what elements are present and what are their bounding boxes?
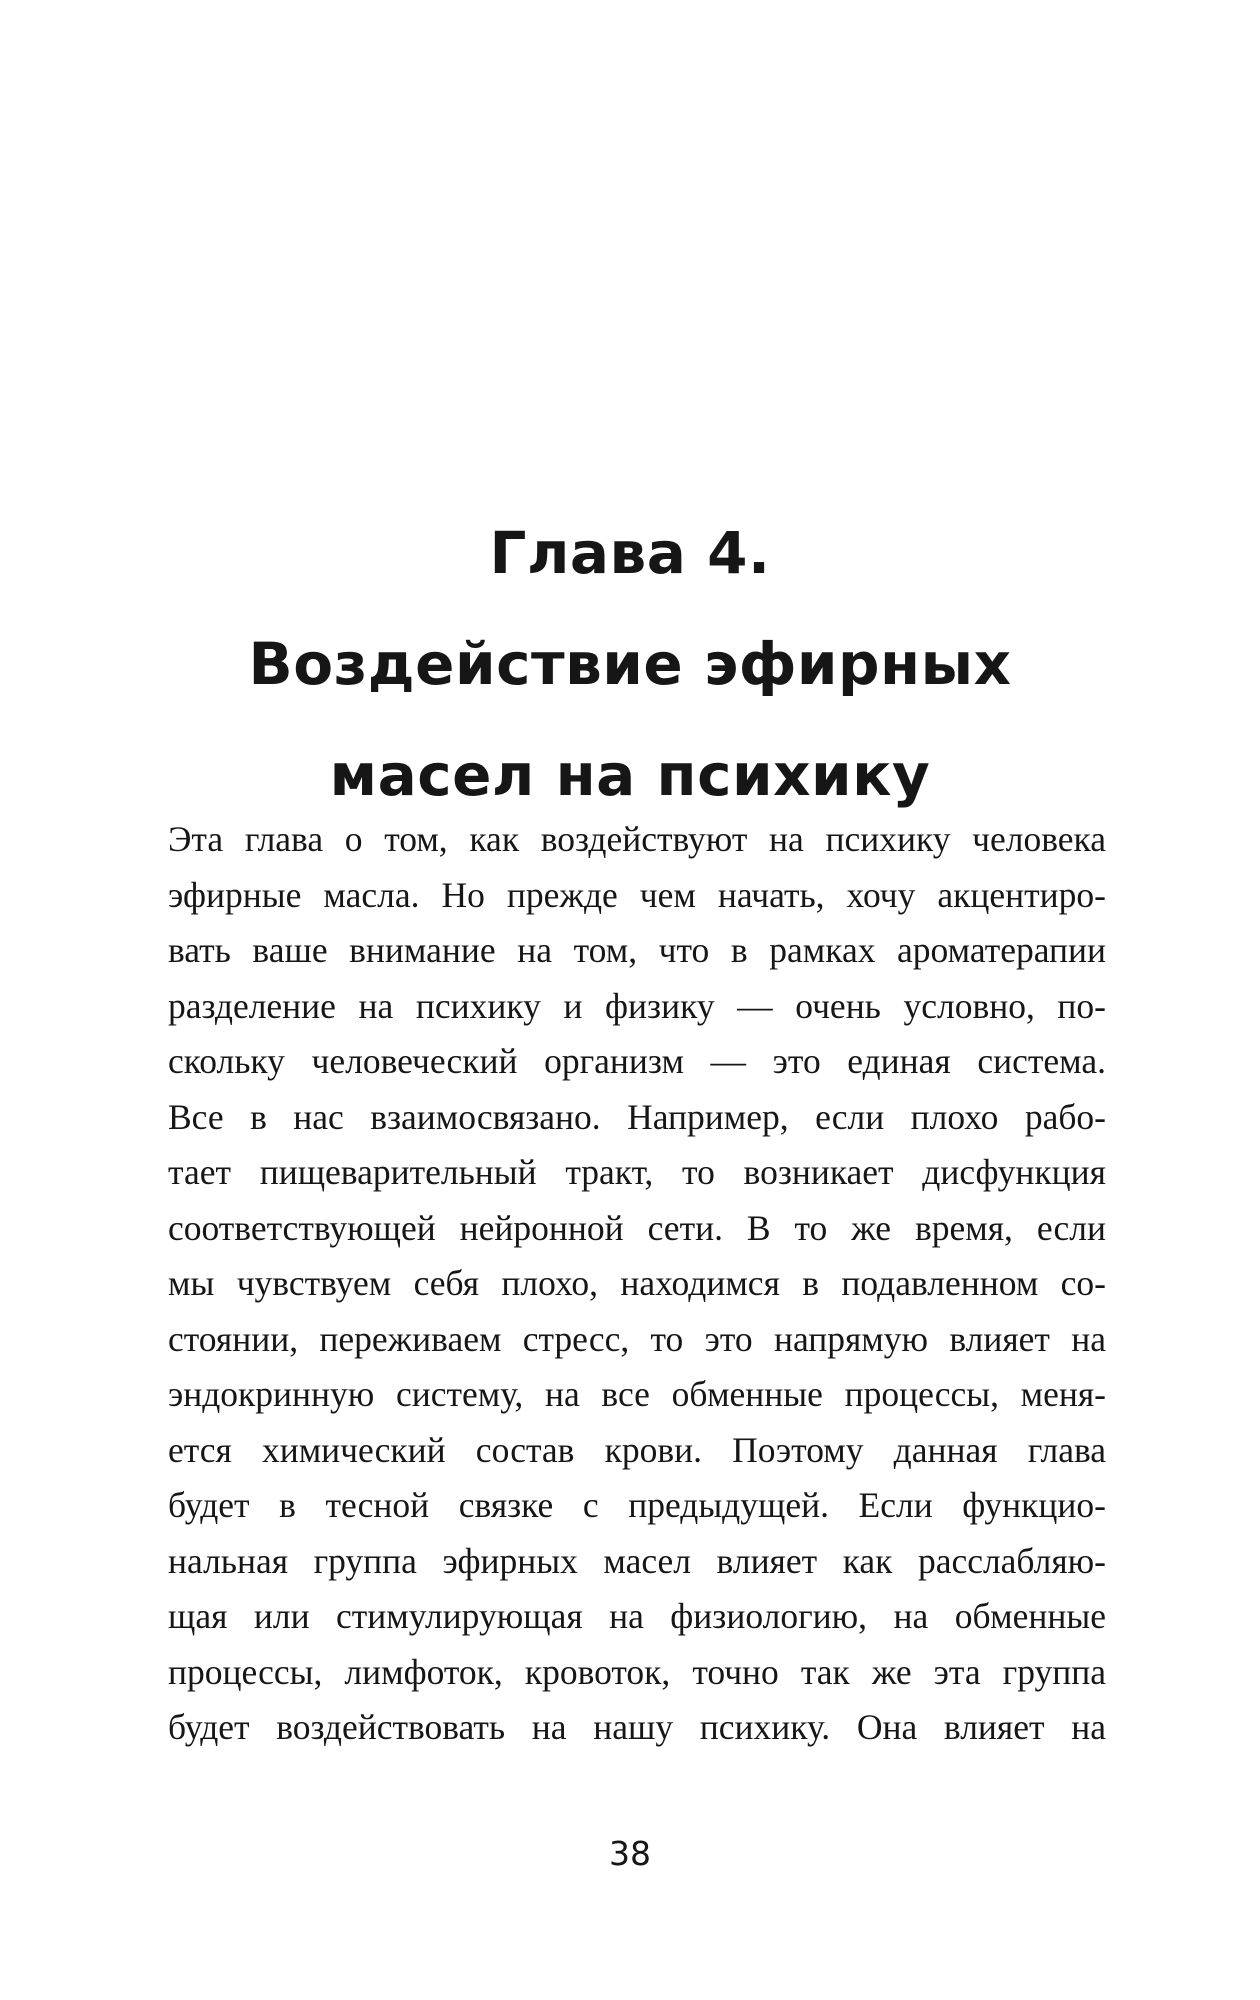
text-line: ется химический состав крови. Поэтому данная глава: [168, 1429, 1106, 1470]
text-line: разделение на психику и физику — очень условно, по-: [168, 985, 1106, 1026]
text-line: вать ваше внимание на том, что в рамках ароматерапии: [168, 930, 1106, 970]
text-line: эндокринную систему, на все обменные процессы, меня-: [168, 1374, 1106, 1414]
text-line: щая или стимулирующая на физиологию, на обменные: [168, 1596, 1106, 1636]
text-line: Все в нас взаимосвязано. Например, если плохо рабо-: [168, 1096, 1106, 1137]
text-line: процессы, лимфоток, кровоток, точно так же эта группа: [168, 1651, 1106, 1692]
chapter-title-line: масел на психику: [329, 741, 931, 809]
chapter-title-line: Глава 4.: [489, 519, 771, 587]
body-paragraph: [168, 812, 1106, 1756]
text-line: скольку человеческий организм — это единая система.: [168, 1041, 1106, 1081]
chapter-title-line: Воздействие эфирных: [248, 630, 1012, 698]
page-number: 38: [609, 1834, 651, 1873]
text-line: нальная группа эфирных масел влияет как расслабляю-: [168, 1540, 1106, 1581]
text-line: стоянии, переживаем стресс, то это напрямую влияет на: [168, 1318, 1106, 1359]
chapter-title: [160, 498, 1100, 831]
text-line: тает пищеварительный тракт, то возникает дисфункция: [168, 1152, 1106, 1192]
text-line: соответствующей нейронной сети. В то же время, если: [168, 1207, 1106, 1248]
text-line: Эта глава о том, как воздействуют на психику человека: [168, 819, 1106, 859]
text-line: будет в тесной связке с предыдущей. Если функцио-: [168, 1485, 1106, 1525]
text-line: эфирные масла. Но прежде чем начать, хочу акцентиро-: [168, 874, 1106, 915]
text-line: мы чувствуем себя плохо, находимся в подавленном со-: [168, 1263, 1106, 1303]
text-line: будет воздействовать на нашу психику. Она влияет на: [168, 1707, 1106, 1747]
